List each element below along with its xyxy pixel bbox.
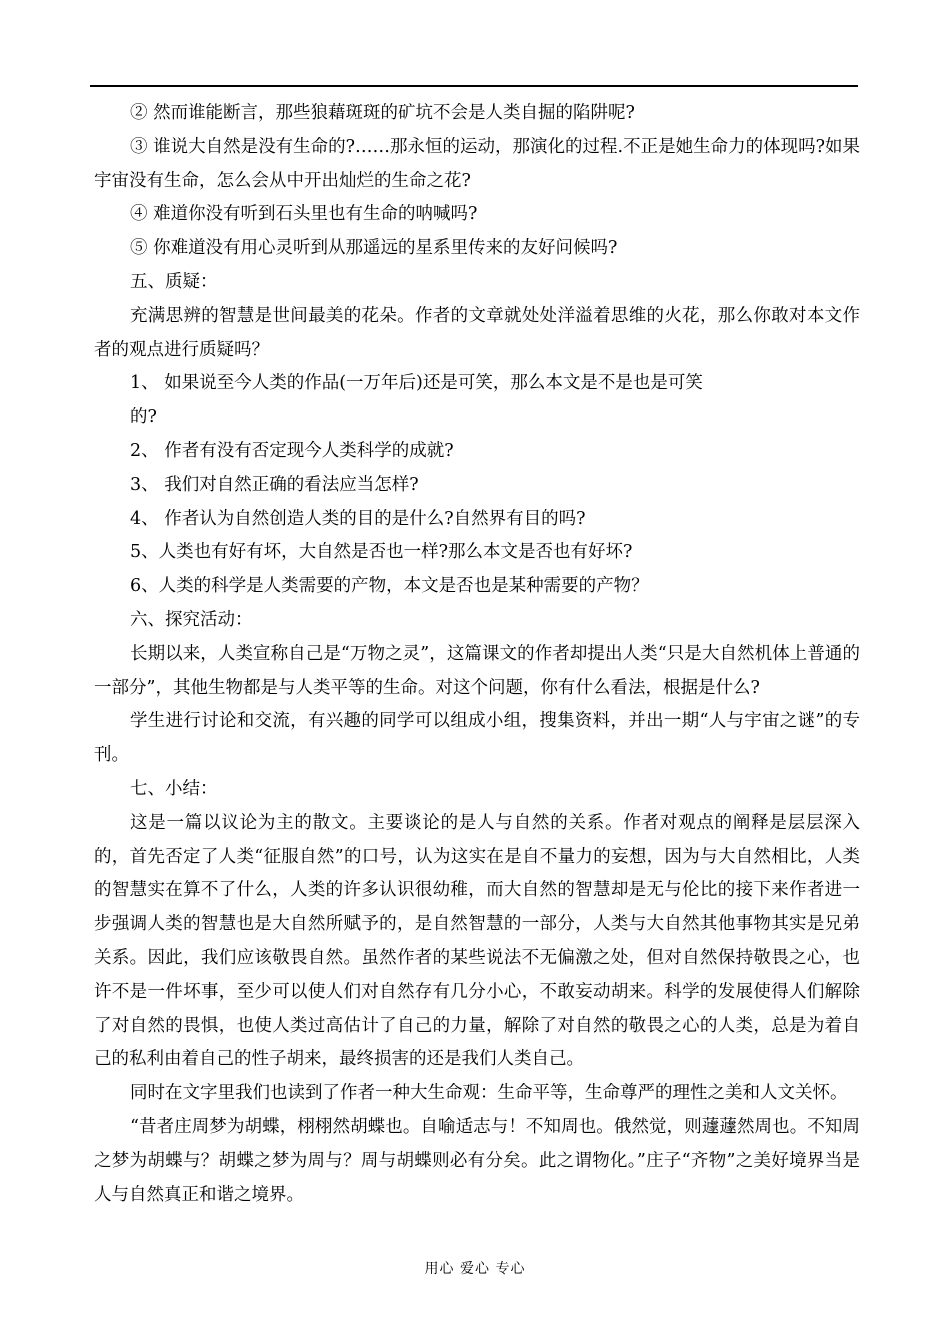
- question-item: 4、 作者认为自然创造人类的目的是什么?自然界有目的吗?: [130, 508, 586, 529]
- section-heading: 七、小结：: [130, 778, 218, 799]
- page-footer: 用心 爱心 专心: [424, 1261, 526, 1277]
- section-heading: 五、质疑：: [130, 271, 218, 292]
- question-item: 2、 作者有没有否定现今人类科学的成就?: [130, 440, 454, 461]
- paragraph: 这是一篇以议论为主的散文。主要谈论的是人与自然的关系。作者对观点的阐释是层层深入的，首先否定了人类“征服自然”的口号，认为这实在是自不量力的妄想，因为与大自然相比，人类的智慧实在算不了什么，人类的许多认识很幼稚，而大自然的智慧却是无与伦比的接下来作者进一步强调人类的智慧也是大自然所赋予的，是自然智慧的一部分，人类与大自然其他事物其实是兄弟关系。因此，我们应该敬畏自然。虽然作者的某些说法不无偏激之处，但对自然保持敬畏之心，也许不是一件坏事，至少可以使人们对自然存有几分小心，不敢妄动胡来。科学的发展使得人们解除了对自然的畏惧，也使人类过高估计了自己的力量，解除了对自然的敬畏之心的人类，总是为着自己的私利由着自己的性子胡来，最终损害的还是我们人类自己。: [94, 812, 860, 1070]
- question-item: 5、人类也有好有坏，大自然是否也一样?那么本文是否也有好坏?: [130, 542, 633, 563]
- question-item-continuation: 的?: [130, 407, 157, 428]
- document-body: [94, 97, 860, 1212]
- paragraph: ② 然而谁能断言，那些狼藉斑斑的矿坑不会是人类自掘的陷阱呢?: [130, 103, 635, 123]
- paragraph: ④ 难道你没有听到石头里也有生命的呐喊吗?: [130, 204, 478, 225]
- paragraph: 学生进行讨论和交流，有兴趣的同学可以组成小组，搜集资料，并出一期“人与宇宙之谜”的专刊。: [94, 711, 860, 766]
- header-rule: [90, 85, 858, 87]
- paragraph: 同时在文字里我们也读到了作者一种大生命观：生命平等，生命尊严的理性之美和人文关怀。: [130, 1083, 848, 1104]
- paragraph: 长期以来，人类宣称自己是“万物之灵”，这篇课文的作者却提出人类“只是大自然机体上普通的一部分”，其他生物都是与人类平等的生命。对这个问题，你有什么看法，根据是什么?: [94, 643, 860, 698]
- paragraph: ③ 谁说大自然是没有生命的?……那永恒的运动，那演化的过程.不正是她生命力的体现吗?如果宇宙没有生命，怎么会从中开出灿烂的生命之花?: [94, 136, 860, 191]
- paragraph: 充满思辨的智慧是世间最美的花朵。作者的文章就处处洋溢着思维的火花，那么你敢对本文作者的观点进行质疑吗？: [94, 305, 860, 360]
- paragraph: ⑤ 你难道没有用心灵听到从那遥远的星系里传来的友好问候吗?: [130, 238, 618, 259]
- question-item: 1、 如果说至今人类的作品(一万年后)还是可笑，那么本文是不是也是可笑: [130, 373, 703, 394]
- question-item: 3、 我们对自然正确的看法应当怎样?: [130, 474, 419, 495]
- question-item: 6、人类的科学是人类需要的产物，本文是否也是某种需要的产物？: [130, 576, 649, 597]
- section-heading: 六、探究活动：: [130, 609, 253, 630]
- paragraph: “昔者庄周梦为胡蝶，栩栩然胡蝶也。自喻适志与！不知周也。俄然觉，则蘧蘧然周也。不知周之梦为胡蝶与？胡蝶之梦为周与？周与胡蝶则必有分矣。此之谓物化。”庄子“齐物”之美好境界当是人与自然真正和谐之境界。: [94, 1116, 860, 1205]
